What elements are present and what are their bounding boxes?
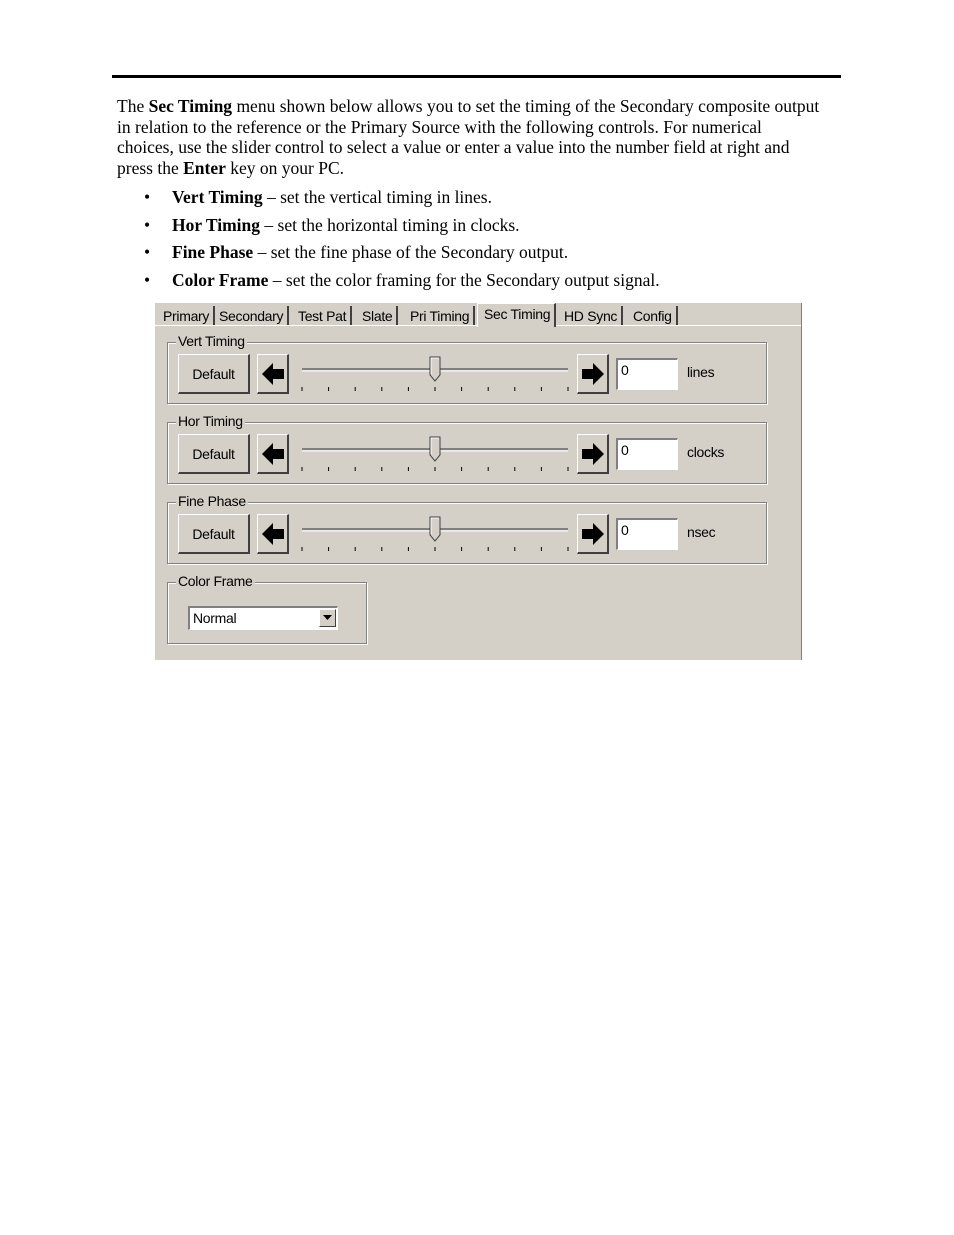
bullet-term: Hor Timing [172, 214, 261, 235]
group-title: Color Frame [178, 573, 253, 589]
fine-phase-group [167, 493, 767, 564]
bullet-desc: – set the horizontal timing in clocks. [260, 214, 520, 235]
top-rule [112, 75, 841, 78]
left-arrow-icon [260, 440, 286, 468]
hor-timing-slider[interactable] [296, 434, 576, 474]
hor-timing-group [167, 413, 767, 484]
hor-decrement-button[interactable] [257, 434, 289, 474]
bullet-term: Color Frame [172, 269, 269, 290]
left-arrow-icon [260, 520, 286, 548]
bullet-desc: – set the fine phase of the Secondary output. [253, 242, 569, 262]
intro-bold-sec-timing: Sec Timing [148, 96, 233, 116]
vert-timing-slider[interactable] [296, 354, 576, 394]
fine-phase-slider[interactable] [296, 514, 576, 554]
hor-increment-button[interactable] [577, 434, 609, 474]
fine-decrement-button[interactable] [257, 514, 289, 554]
intro-text-1: The [117, 96, 149, 116]
hor-default-button[interactable]: Default [178, 434, 250, 474]
fine-default-button[interactable]: Default [178, 514, 250, 554]
tab-strip [155, 303, 801, 326]
tab-test-pat[interactable]: Test Pat [292, 306, 352, 326]
bullet-list [117, 184, 817, 294]
vert-unit-label: lines [687, 364, 715, 380]
hor-timing-value-field[interactable]: 0 [616, 438, 678, 470]
fine-unit-label: nsec [687, 524, 716, 540]
tab-sec-timing[interactable]: Sec Timing [477, 303, 556, 327]
tab-primary[interactable]: Primary [157, 306, 215, 326]
bullet-desc: – set the vertical timing in lines. [262, 187, 492, 207]
vert-timing-group [167, 333, 767, 404]
bullet-item [117, 212, 817, 240]
left-arrow-icon [260, 360, 286, 388]
tab-hd-sync[interactable]: HD Sync [558, 306, 623, 326]
bullet-dot: • [144, 214, 151, 235]
right-arrow-icon [580, 360, 606, 388]
bullet-item [117, 239, 817, 267]
right-arrow-icon [580, 440, 606, 468]
tab-pri-timing[interactable]: Pri Timing [404, 306, 475, 326]
vert-timing-value-field[interactable]: 0 [616, 358, 678, 390]
group-title: Fine Phase [178, 493, 246, 509]
group-title: Vert Timing [178, 333, 245, 349]
vert-default-button[interactable]: Default [178, 354, 250, 394]
color-frame-selected: Normal [193, 610, 237, 626]
intro-text-2: menu shown below allows you to set the timing of the Secondary composite output in relation to the reference or the Primary Source with the following controls. For numerical choices, use the slider control to select a value or enter a value into the number field at right and press the [117, 96, 820, 179]
bullet-desc: – set the color framing for the Secondary output signal. [268, 269, 660, 290]
group-title: Hor Timing [178, 413, 243, 429]
hor-unit-label: clocks [687, 444, 725, 460]
color-frame-dropdown-button[interactable] [319, 609, 336, 627]
intro-text-3: key on your PC. [225, 158, 345, 179]
vert-decrement-button[interactable] [257, 354, 289, 394]
bullet-term: Vert Timing [172, 187, 263, 207]
bullet-dot: • [144, 187, 151, 207]
bullet-dot: • [144, 242, 151, 262]
bullet-dot: • [144, 269, 151, 290]
bullet-item [117, 184, 817, 212]
color-frame-select[interactable] [188, 606, 338, 630]
fine-phase-value-field[interactable]: 0 [616, 518, 678, 550]
vert-increment-button[interactable] [577, 354, 609, 394]
bullet-item [117, 267, 817, 295]
tab-slate[interactable]: Slate [356, 306, 398, 326]
sec-timing-dialog [155, 303, 802, 660]
tab-secondary[interactable]: Secondary [213, 306, 289, 326]
color-frame-group [167, 573, 367, 644]
intro-bold-enter: Enter [183, 158, 226, 179]
fine-increment-button[interactable] [577, 514, 609, 554]
right-arrow-icon [580, 520, 606, 548]
tab-config[interactable]: Config [627, 306, 678, 326]
intro-paragraph [117, 96, 822, 179]
chevron-down-icon [323, 615, 332, 621]
bullet-term: Fine Phase [172, 242, 254, 262]
